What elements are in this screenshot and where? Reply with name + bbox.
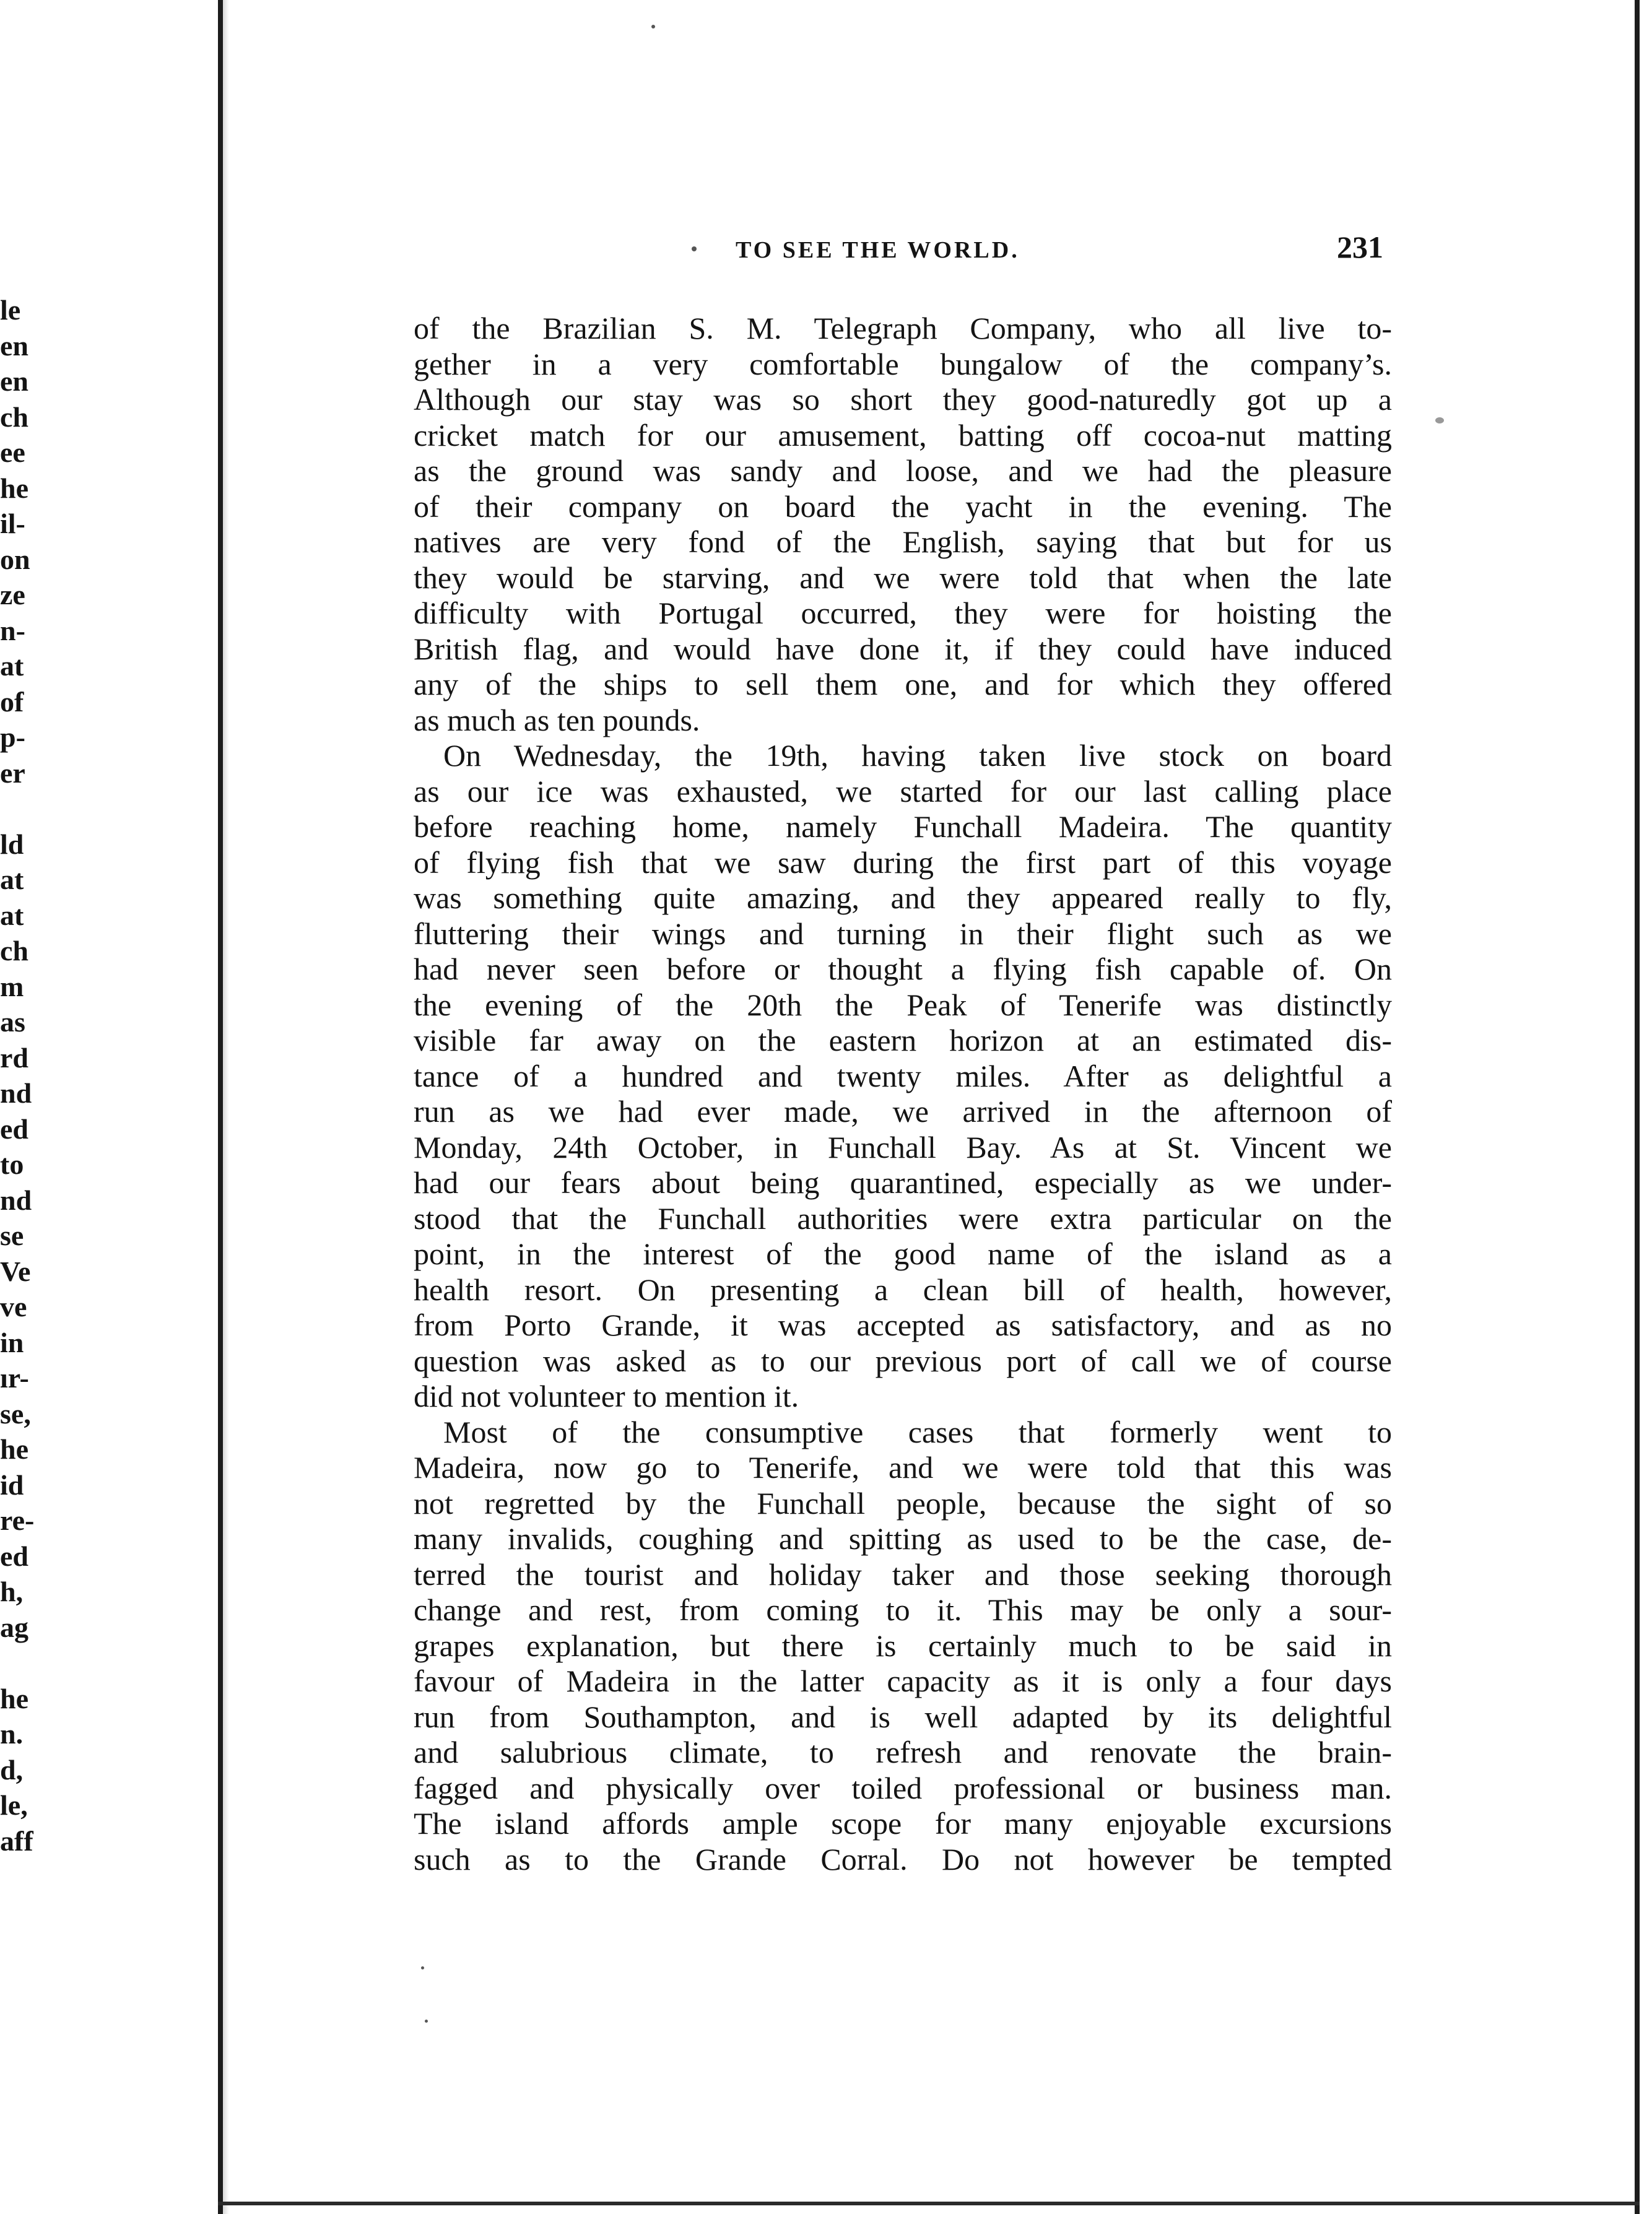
print-speck bbox=[421, 1966, 424, 1969]
left-page-fragment: he bbox=[0, 472, 28, 504]
left-page-fragment: ee bbox=[0, 436, 25, 468]
left-page-fragment: p- bbox=[0, 721, 25, 753]
print-speck bbox=[651, 25, 655, 28]
left-page-fragment: ve bbox=[0, 1291, 27, 1322]
text-line: favour of Madeira in the latter capacity as it is only a four days bbox=[414, 1664, 1392, 1698]
left-page-fragment: at bbox=[0, 899, 24, 931]
left-page-fragment: id bbox=[0, 1469, 24, 1501]
text-line: The island affords ample scope for many enjoyable excursions bbox=[414, 1806, 1392, 1841]
left-page-fragment: en bbox=[0, 329, 28, 362]
left-page-fragment: ld bbox=[0, 828, 24, 860]
text-line: before reaching home, namely Funchall Madeira. The quantity bbox=[414, 809, 1392, 844]
left-page-fragment: ır- bbox=[0, 1362, 29, 1394]
left-page-fragment: ze bbox=[0, 579, 25, 610]
running-head bbox=[414, 229, 1392, 272]
text-line: of flying fish that we saw during the first part of this voyage bbox=[414, 844, 1392, 880]
text-line: Most of the consumptive cases that formerly went to bbox=[443, 1414, 1392, 1449]
left-page-fragment: nd bbox=[0, 1077, 32, 1109]
text-line: of their company on board the yacht in the evening. The bbox=[414, 488, 1392, 524]
page-bottom-edge bbox=[218, 2202, 1640, 2205]
left-page-fragment: m bbox=[0, 970, 24, 1002]
left-page-fragment: se bbox=[0, 1220, 24, 1251]
left-page-fragment: re- bbox=[0, 1504, 35, 1536]
gutter-edge bbox=[223, 0, 229, 2214]
left-page-fragment: ed bbox=[0, 1113, 28, 1145]
text-line: did not volunteer to mention it. bbox=[414, 1379, 799, 1413]
text-line: visible far away on the eastern horizon at an estimated dis- bbox=[414, 1023, 1392, 1057]
text-line: point, in the interest of the good name of the island as a bbox=[414, 1236, 1392, 1271]
text-line: of the Brazilian S. M. Telegraph Company, who all live to- bbox=[414, 311, 1392, 345]
left-page-fragment: rd bbox=[0, 1041, 28, 1074]
left-page-fragment: ch bbox=[0, 935, 28, 966]
text-line: gether in a very comfortable bungalow of the company’s. bbox=[414, 346, 1392, 381]
text-line: tance of a hundred and twenty miles. After as delightful a bbox=[414, 1058, 1392, 1093]
left-page-fragment: il- bbox=[0, 508, 25, 539]
print-speck bbox=[692, 246, 697, 251]
left-page-fragment: h, bbox=[0, 1576, 24, 1607]
left-page-fragment: of bbox=[0, 685, 24, 718]
left-page-fragment: er bbox=[0, 757, 25, 789]
text-line: natives are very fond of the English, saying that but for us bbox=[414, 524, 1392, 559]
left-page-fragment: nd bbox=[0, 1184, 32, 1216]
left-page-fragment: n- bbox=[0, 614, 25, 646]
text-line: they would be starving, and we were told that when the late bbox=[414, 560, 1392, 595]
paragraph bbox=[414, 311, 1392, 738]
left-page-fragment: Ve bbox=[0, 1255, 31, 1287]
left-page-fragment: to bbox=[0, 1148, 24, 1180]
left-page-fragment: at bbox=[0, 864, 24, 895]
gutter-shadow bbox=[218, 0, 223, 2214]
text-line: question was asked as to our previous port of call we of course bbox=[414, 1343, 1392, 1378]
text-line: cricket match for our amusement, batting off cocoa-nut matting bbox=[414, 417, 1392, 453]
left-page-fragment: le, bbox=[0, 1789, 28, 1821]
left-page-fragment: n. bbox=[0, 1718, 24, 1750]
left-page-fragment: en bbox=[0, 365, 28, 397]
left-page-fragment: ag bbox=[0, 1611, 28, 1643]
text-line: Although our stay was so short they good-naturedly got up a bbox=[414, 382, 1392, 417]
left-page-fragment: le bbox=[0, 294, 21, 326]
left-page-fragment: ed bbox=[0, 1540, 28, 1572]
text-line: run as we had ever made, we arrived in the afternoon of bbox=[414, 1094, 1392, 1129]
text-line: any of the ships to sell them one, and for which they offered bbox=[414, 667, 1392, 701]
left-facing-page bbox=[0, 0, 218, 2214]
page-right-edge bbox=[1635, 0, 1640, 2214]
text-line: not regretted by the Funchall people, because the sight of so bbox=[414, 1485, 1392, 1521]
left-page-fragment: aff bbox=[0, 1825, 33, 1857]
text-line: the evening of the 20th the Peak of Tenerife was distinctly bbox=[414, 987, 1392, 1022]
text-line: was something quite amazing, and they appeared really to fly, bbox=[414, 880, 1392, 915]
text-line: terred the tourist and holiday taker and those seeking thorough bbox=[414, 1556, 1392, 1592]
text-line: as the ground was sandy and loose, and we had the pleasure bbox=[414, 453, 1392, 488]
page-number: 231 bbox=[1337, 230, 1383, 264]
right-page bbox=[414, 229, 1392, 1877]
text-line: On Wednesday, the 19th, having taken live stock on board bbox=[443, 738, 1392, 773]
text-line: had our fears about being quarantined, especially as we under- bbox=[414, 1165, 1392, 1200]
body-text bbox=[414, 311, 1392, 1877]
text-line: many invalids, coughing and spitting as used to be the case, de- bbox=[414, 1521, 1392, 1556]
text-line: British flag, and would have done it, if they could have induced bbox=[414, 631, 1392, 666]
text-line: fagged and physically over toiled professional or business man. bbox=[414, 1770, 1392, 1805]
left-page-fragment bbox=[0, 791, 211, 827]
text-line: and salubrious climate, to refresh and renovate the brain- bbox=[414, 1735, 1392, 1769]
text-line: Madeira, now go to Tenerife, and we were told that this was bbox=[414, 1450, 1392, 1485]
text-line: as much as ten pounds. bbox=[414, 702, 700, 737]
left-page-fragment: in bbox=[0, 1326, 24, 1358]
running-title: TO SEE THE WORLD. bbox=[736, 237, 1020, 263]
text-line: had never seen before or thought a flying fish capable of. On bbox=[414, 952, 1392, 986]
left-page-fragment bbox=[0, 1645, 211, 1681]
left-page-fragment: on bbox=[0, 543, 30, 575]
text-line: health resort. On presenting a clean bill of health, however, bbox=[414, 1272, 1392, 1307]
left-page-fragment: at bbox=[0, 650, 24, 682]
paragraph bbox=[414, 738, 1392, 1415]
print-speck bbox=[1435, 417, 1444, 423]
text-line: such as to the Grande Corral. Do not however be tempted bbox=[414, 1841, 1392, 1877]
left-page-fragment: ch bbox=[0, 401, 28, 433]
left-page-fragment: he bbox=[0, 1682, 28, 1714]
paragraph bbox=[414, 1415, 1392, 1878]
left-page-fragment: d, bbox=[0, 1753, 24, 1786]
print-speck bbox=[425, 2020, 428, 2023]
text-line: from Porto Grande, it was accepted as satisfactory, and as no bbox=[414, 1308, 1392, 1342]
left-page-fragment: as bbox=[0, 1006, 25, 1038]
text-line: difficulty with Portugal occurred, they were for hoisting the bbox=[414, 596, 1392, 630]
left-page-fragment: he bbox=[0, 1433, 28, 1465]
text-line: stood that the Funchall authorities were extra particular on the bbox=[414, 1200, 1392, 1236]
text-line: change and rest, from coming to it. This may be only a sour- bbox=[414, 1592, 1392, 1627]
text-line: Monday, 24th October, in Funchall Bay. As at St. Vincent we bbox=[414, 1129, 1392, 1165]
text-line: fluttering their wings and turning in their flight such as we bbox=[414, 916, 1392, 951]
text-line: run from Southampton, and is well adapted by its delightful bbox=[414, 1699, 1392, 1734]
text-line: grapes explanation, but there is certainly much to be said in bbox=[414, 1628, 1392, 1663]
text-line: as our ice was exhausted, we started for our last calling place bbox=[414, 773, 1392, 809]
left-page-text-fragments bbox=[0, 292, 211, 1859]
left-page-fragment: se, bbox=[0, 1397, 31, 1430]
